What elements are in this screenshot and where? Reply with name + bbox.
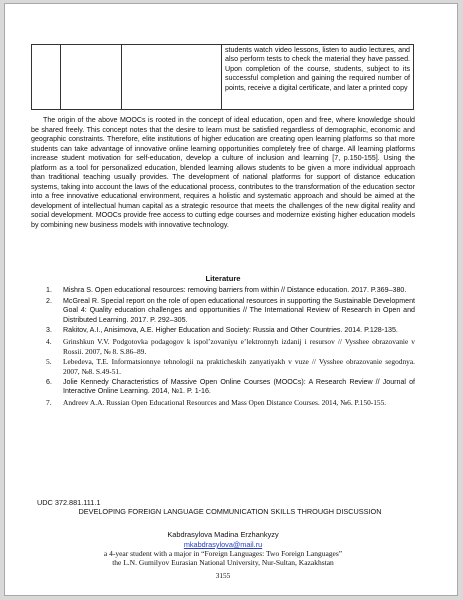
table-cell-empty [32,45,61,110]
reference-list [46,286,415,409]
reference-item: 6. Jolie Kennedy Characteristics of Massive Open Online Courses (MOOCs): A Research Review // Journal of Interactive Online Learning. 2014, №1. P. 1-16. [46,377,415,396]
author-name: Kabdrasylova Madina Erzhankyzy [167,530,279,539]
reference-item: 4. Grinshkun V.V. Podgotovka podagogov k ispol’zovaniyu e’lektronnyh izdanij i resursov // Vysshee obrazovanie v Rossii. 2007, № 8. S.86–89. [46,337,415,356]
page-number: 3155 [215,571,231,580]
article-title: DEVELOPING FOREIGN LANGUAGE COMMUNICATION SKILLS THROUGH DISCUSSION [78,507,382,516]
table-cell-description: students watch video lessons, listen to audio lectures, and also perform tests to check the material they have passed. Upon completion of the course, students, subject to its successful completion and gaining the required number of points, receive a digital certificate, and later a printed copy [222,45,414,110]
reference-item: 1. Mishra S. Open educational resources: removing barriers from within // Distance education. 2017. P.369–380. [46,286,407,294]
document-page [4,3,458,596]
author-email [31,540,415,549]
reference-item: 5. Lebedeva, T.E. Informatsionnye tehnologii na prakticheskih zanyatiyakh v vuze // Vysshee obrazovanie segodnya. 2007, №8. S.49-51. [46,357,415,376]
author-affiliation [31,549,415,568]
reference-item: 2. McGreal R. Special report on the role of open educational resources in supporting the Sustainable Development Goal 4: Quality education challenges and opportunities // The International Review of Research in Open and Distributed Learning. 2017. P. 292–305. [46,296,415,324]
continued-table [31,44,414,110]
reference-item: 3. Rakitov, A.I., Anisimova, A.E. Higher Education and Society: Russia and Other Countries. 2014. P.128-135. [46,326,398,335]
udc-code: UDC 372.881.111.1 [37,498,101,507]
table-cell-empty [61,45,122,110]
literature-heading: Literature [205,274,241,283]
affiliation-line: a 4-year student with a major in “Foreign Languages: Two Foreign Languages” [103,549,343,558]
reference-item: 7. Andreev A.A. Russian Open Educational Resources and Mass Open Distance Courses. 2014, №6. P.150-155. [46,397,387,407]
affiliation-line: the L.N. Gumilyov Eurasian National University, Nur-Sultan, Kazakhstan [112,558,334,568]
email-link[interactable]: mkabdrasylova@mail.ru [183,540,263,549]
body-paragraph: The origin of the above MOOCs is rooted in the concept of ideal education, open and free, where knowledge should be shared freely. This concept notes that the desire to learn must be satisfied regardless of demographic, economic and geographic constraints. Therefore, elite institutions of higher education are creating open learning platforms so that more students can take advantage of innovative online learning opportunities completely free of charge. All learning platforms increase student motivation for self-education, develop a culture of inclusion and learning [7, p.150-155]. Using the platform as a tool for personalized education, blended learning allows students to be given a more individual approach than traditional teaching usually provides. The development of national platforms for support of distance education systems, taking into account the laws of the educational process, contributes to the transformation of the education sector into a free innovative educational environment, requires a holistic and systematic approach and should be aimed at the development of intellectual human capital as a strategic resource that meets the challenges of the new digital reality and social development. MOOCs provide free access to cutting edge courses and modernize existing higher education models by combining new business models with innovative technology. [31,116,415,230]
table-row [32,45,414,110]
table-cell-empty [122,45,222,110]
